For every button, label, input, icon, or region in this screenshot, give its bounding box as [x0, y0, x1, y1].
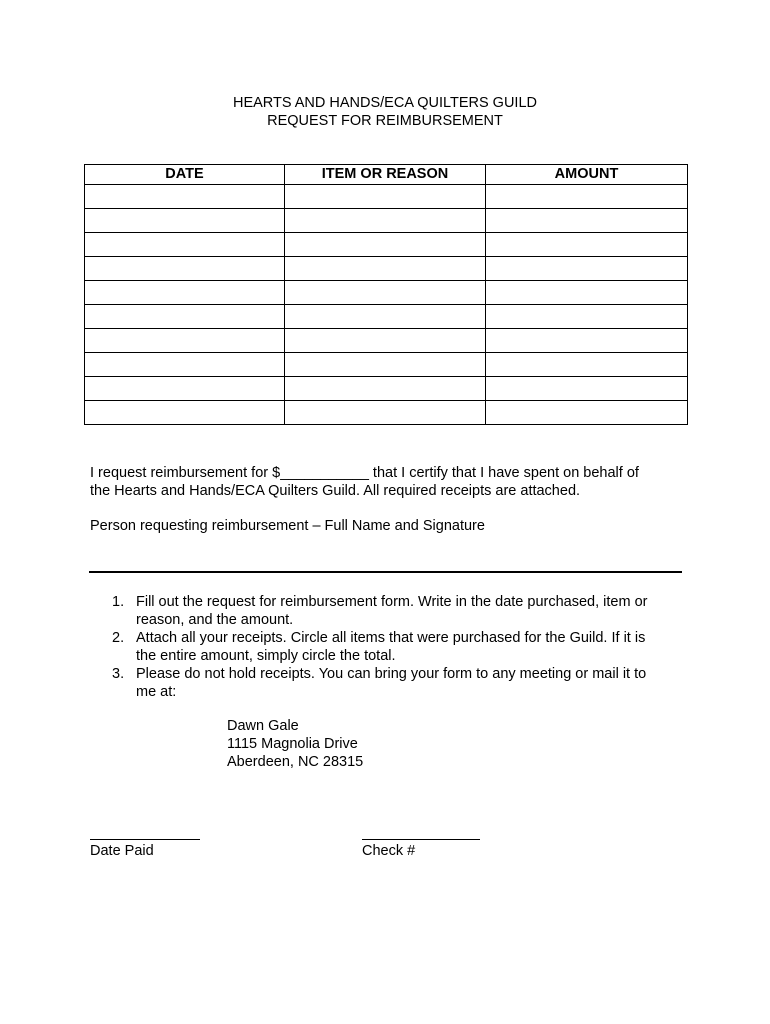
- table-row: [85, 305, 688, 329]
- amount-cell[interactable]: [486, 377, 688, 401]
- amount-cell[interactable]: [486, 257, 688, 281]
- date-cell[interactable]: [85, 401, 285, 425]
- date-cell[interactable]: [85, 281, 285, 305]
- table-row: [85, 257, 688, 281]
- date-cell[interactable]: [85, 377, 285, 401]
- instruction-item: [112, 665, 681, 701]
- date-cell[interactable]: [85, 209, 285, 233]
- check-number-label: Check #: [362, 843, 416, 859]
- instruction-number: 2.: [112, 630, 125, 646]
- signature-line[interactable]: [89, 571, 682, 573]
- table-row: [85, 233, 688, 257]
- item-cell[interactable]: [285, 233, 486, 257]
- form-title: HEARTS AND HANDS/ECA QUILTERS GUILD: [232, 95, 538, 111]
- amount-cell[interactable]: [486, 281, 688, 305]
- instruction-text: Please do not hold receipts. You can bring your form to any meeting or mail it to: [136, 666, 647, 682]
- amount-cell[interactable]: [486, 329, 688, 353]
- instruction-text: me at:: [136, 684, 177, 700]
- instruction-number: 1.: [112, 594, 125, 610]
- item-cell[interactable]: [285, 281, 486, 305]
- item-cell[interactable]: [285, 377, 486, 401]
- instruction-item: [112, 593, 681, 629]
- date-column-header: DATE: [85, 165, 285, 185]
- address-name: Dawn Gale: [227, 718, 299, 734]
- address-street: 1115 Magnolia Drive: [227, 736, 358, 752]
- amount-cell[interactable]: [486, 305, 688, 329]
- table-row: [85, 401, 688, 425]
- amount-cell[interactable]: [486, 401, 688, 425]
- certification-statement: [90, 464, 690, 500]
- instructions-list: [112, 593, 681, 701]
- table-row: [85, 209, 688, 233]
- item-cell[interactable]: [285, 401, 486, 425]
- table-row: [85, 353, 688, 377]
- item-cell[interactable]: [285, 209, 486, 233]
- signature-prompt: Person requesting reimbursement – Full Name and Signature: [90, 518, 485, 534]
- check-number-field[interactable]: [362, 839, 480, 840]
- date-cell[interactable]: [85, 329, 285, 353]
- amount-cell[interactable]: [486, 185, 688, 209]
- form-subtitle: REQUEST FOR REIMBURSEMENT: [267, 113, 503, 129]
- instruction-number: 3.: [112, 666, 125, 682]
- amount-cell[interactable]: [486, 233, 688, 257]
- instruction-text: the entire amount, simply circle the total.: [136, 648, 396, 664]
- item-column-header: ITEM OR REASON: [285, 165, 486, 185]
- instruction-item: [112, 629, 681, 665]
- reimbursement-table: [84, 164, 688, 425]
- table-header-row: [85, 165, 688, 185]
- item-cell[interactable]: [285, 305, 486, 329]
- instruction-text: Attach all your receipts. Circle all items that were purchased for the Guild. If it is: [136, 630, 646, 646]
- date-paid-label: Date Paid: [90, 843, 154, 859]
- date-cell[interactable]: [85, 353, 285, 377]
- date-cell[interactable]: [85, 257, 285, 281]
- date-cell[interactable]: [85, 185, 285, 209]
- amount-column-header: AMOUNT: [486, 165, 688, 185]
- table-row: [85, 281, 688, 305]
- table-row: [85, 329, 688, 353]
- item-cell[interactable]: [285, 185, 486, 209]
- table-row: [85, 377, 688, 401]
- item-cell[interactable]: [285, 329, 486, 353]
- date-cell[interactable]: [85, 305, 285, 329]
- certification-line-2: the Hearts and Hands/ECA Quilters Guild. All required receipts are attached.: [90, 483, 581, 499]
- item-cell[interactable]: [285, 353, 486, 377]
- item-cell[interactable]: [285, 257, 486, 281]
- amount-cell[interactable]: [486, 353, 688, 377]
- date-paid-field[interactable]: [90, 839, 200, 840]
- certification-line-1: I request reimbursement for $___________ that I certify that I have spent on behalf of: [90, 465, 639, 481]
- address-city: Aberdeen, NC 28315: [227, 754, 364, 770]
- date-cell[interactable]: [85, 233, 285, 257]
- table-row: [85, 185, 688, 209]
- amount-cell[interactable]: [486, 209, 688, 233]
- instruction-text: Fill out the request for reimbursement form. Write in the date purchased, item or: [136, 594, 648, 610]
- instruction-text: reason, and the amount.: [136, 612, 294, 628]
